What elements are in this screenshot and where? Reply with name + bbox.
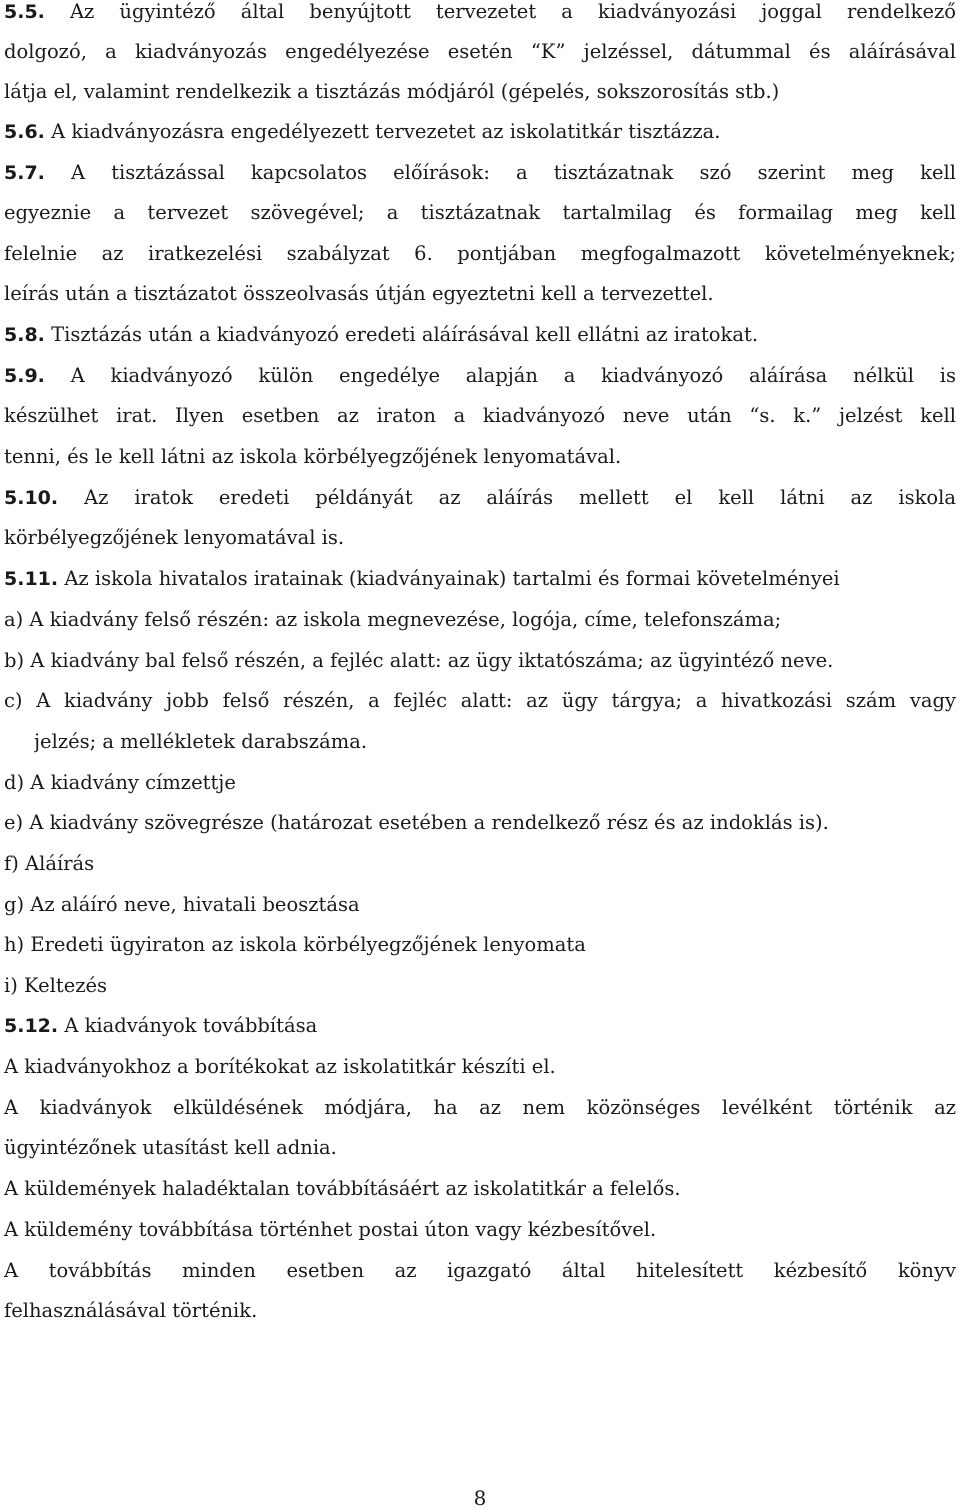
page-number: 8	[473, 1486, 487, 1510]
para-5-12-1: A kiadványokhoz a borítékokat az iskolatitkár készíti el.	[4, 1055, 556, 1078]
para-5-7-line-2: egyeznie a tervezet szövegével; a tisztázatnak tartalmilag és formailag meg kell	[4, 201, 956, 224]
list-item-a: a) A kiadvány felső részén: az iskola megnevezése, logója, címe, telefonszáma;	[4, 608, 782, 631]
para-5-10-line-2: körbélyegzőjének lenyomatával is.	[4, 526, 345, 549]
list-item-b: b) A kiadvány bal felső részén, a fejléc alatt: az ügy iktatószáma; az ügyintéző neve.	[4, 649, 834, 672]
para-5-11: 5.11. Az iskola hivatalos iratainak (kiadványainak) tartalmi és formai követelményei	[4, 567, 840, 590]
section-number: 5.10.	[4, 487, 59, 509]
para-5-5-line-1: 5.5. Az ügyintéző által benyújtott tervezetet a kiadványozási joggal rendelkező	[4, 0, 956, 23]
para-5-12-5-line-2: felhasználásával történik.	[4, 1299, 258, 1322]
para-5-7-line-4: leírás után a tisztázatot összeolvasás útján egyeztetni kell a tervezettel.	[4, 282, 714, 305]
para-5-6: 5.6. A kiadványozásra engedélyezett tervezetet az iskolatitkár tisztázza.	[4, 120, 721, 143]
para-5-9-line-2: készülhet irat. Ilyen esetben az iraton a kiadványozó neve után “s. k.” jelzést kell	[4, 404, 956, 427]
para-5-7-line-3: felelnie az iratkezelési szabályzat 6. pontjában megfogalmazott követelményeknek;	[4, 242, 956, 265]
para-5-5-line-3: látja el, valamint rendelkezik a tisztázás módjáról (gépelés, sokszorosítás stb.)	[4, 80, 780, 103]
para-5-9-line-3: tenni, és le kell látni az iskola körbélyegzőjének lenyomatával.	[4, 445, 622, 468]
list-item-e: e) A kiadvány szövegrésze (határozat esetében a rendelkező rész és az indoklás is).	[4, 811, 829, 834]
section-number: 5.9.	[4, 365, 45, 387]
section-5-12-heading	[4, 1014, 956, 1054]
para-5-12-4: A küldemény továbbítása történhet postai úton vagy kézbesítővel.	[4, 1218, 657, 1241]
para-5-8: 5.8. Tisztázás után a kiadványozó eredeti aláírásával kell ellátni az iratokat.	[4, 323, 759, 346]
para-5-12-2-line-2: ügyintézőnek utasítást kell adnia.	[4, 1136, 337, 1159]
para-5-12-3: A küldemények haladéktalan továbbításáért az iskolatitkár a felelős.	[4, 1177, 681, 1200]
para-5-10-line-1: 5.10. Az iratok eredeti példányát az aláírás mellett el kell látni az iskola	[4, 486, 956, 509]
section-number: 5.12.	[4, 1015, 59, 1037]
list-item-f: f) Aláírás	[4, 852, 95, 875]
section-number: 5.11.	[4, 568, 59, 590]
section-number: 5.6.	[4, 121, 45, 143]
para-5-9-line-1: 5.9. A kiadványozó külön engedélye alapján a kiadványozó aláírása nélkül is	[4, 364, 956, 387]
list-item-g: g) Az aláíró neve, hivatali beosztása	[4, 893, 360, 916]
list-item-i: i) Keltezés	[4, 974, 108, 997]
list-item-h: h) Eredeti ügyiraton az iskola körbélyegzőjének lenyomata	[4, 933, 586, 956]
section-number: 5.8.	[4, 324, 45, 346]
para-5-12-2-line-1: A kiadványok elküldésének módjára, ha az nem közönséges levélként történik az	[4, 1096, 956, 1119]
list-item-d: d) A kiadvány címzettje	[4, 771, 236, 794]
para-5-12-5-line-1: A továbbítás minden esetben az igazgató által hitelesített kézbesítő könyv	[4, 1259, 956, 1282]
section-number: 5.7.	[4, 162, 45, 184]
para-5-7-line-1: 5.7. A tisztázással kapcsolatos előírások: a tisztázatnak szó szerint meg kell	[4, 161, 956, 184]
section-number: 5.5.	[4, 1, 45, 23]
section-title: A kiadványok továbbítása	[64, 1014, 318, 1037]
list-item-c-line-2: jelzés; a mellékletek darabszáma.	[34, 730, 368, 753]
list-item-c-line-1: c) A kiadvány jobb felső részén, a fejléc alatt: az ügy tárgya; a hivatkozási szám vagy	[4, 689, 956, 712]
para-5-5-line-2: dolgozó, a kiadványozás engedélyezése esetén “K” jelzéssel, dátummal és aláírásával	[4, 40, 956, 63]
